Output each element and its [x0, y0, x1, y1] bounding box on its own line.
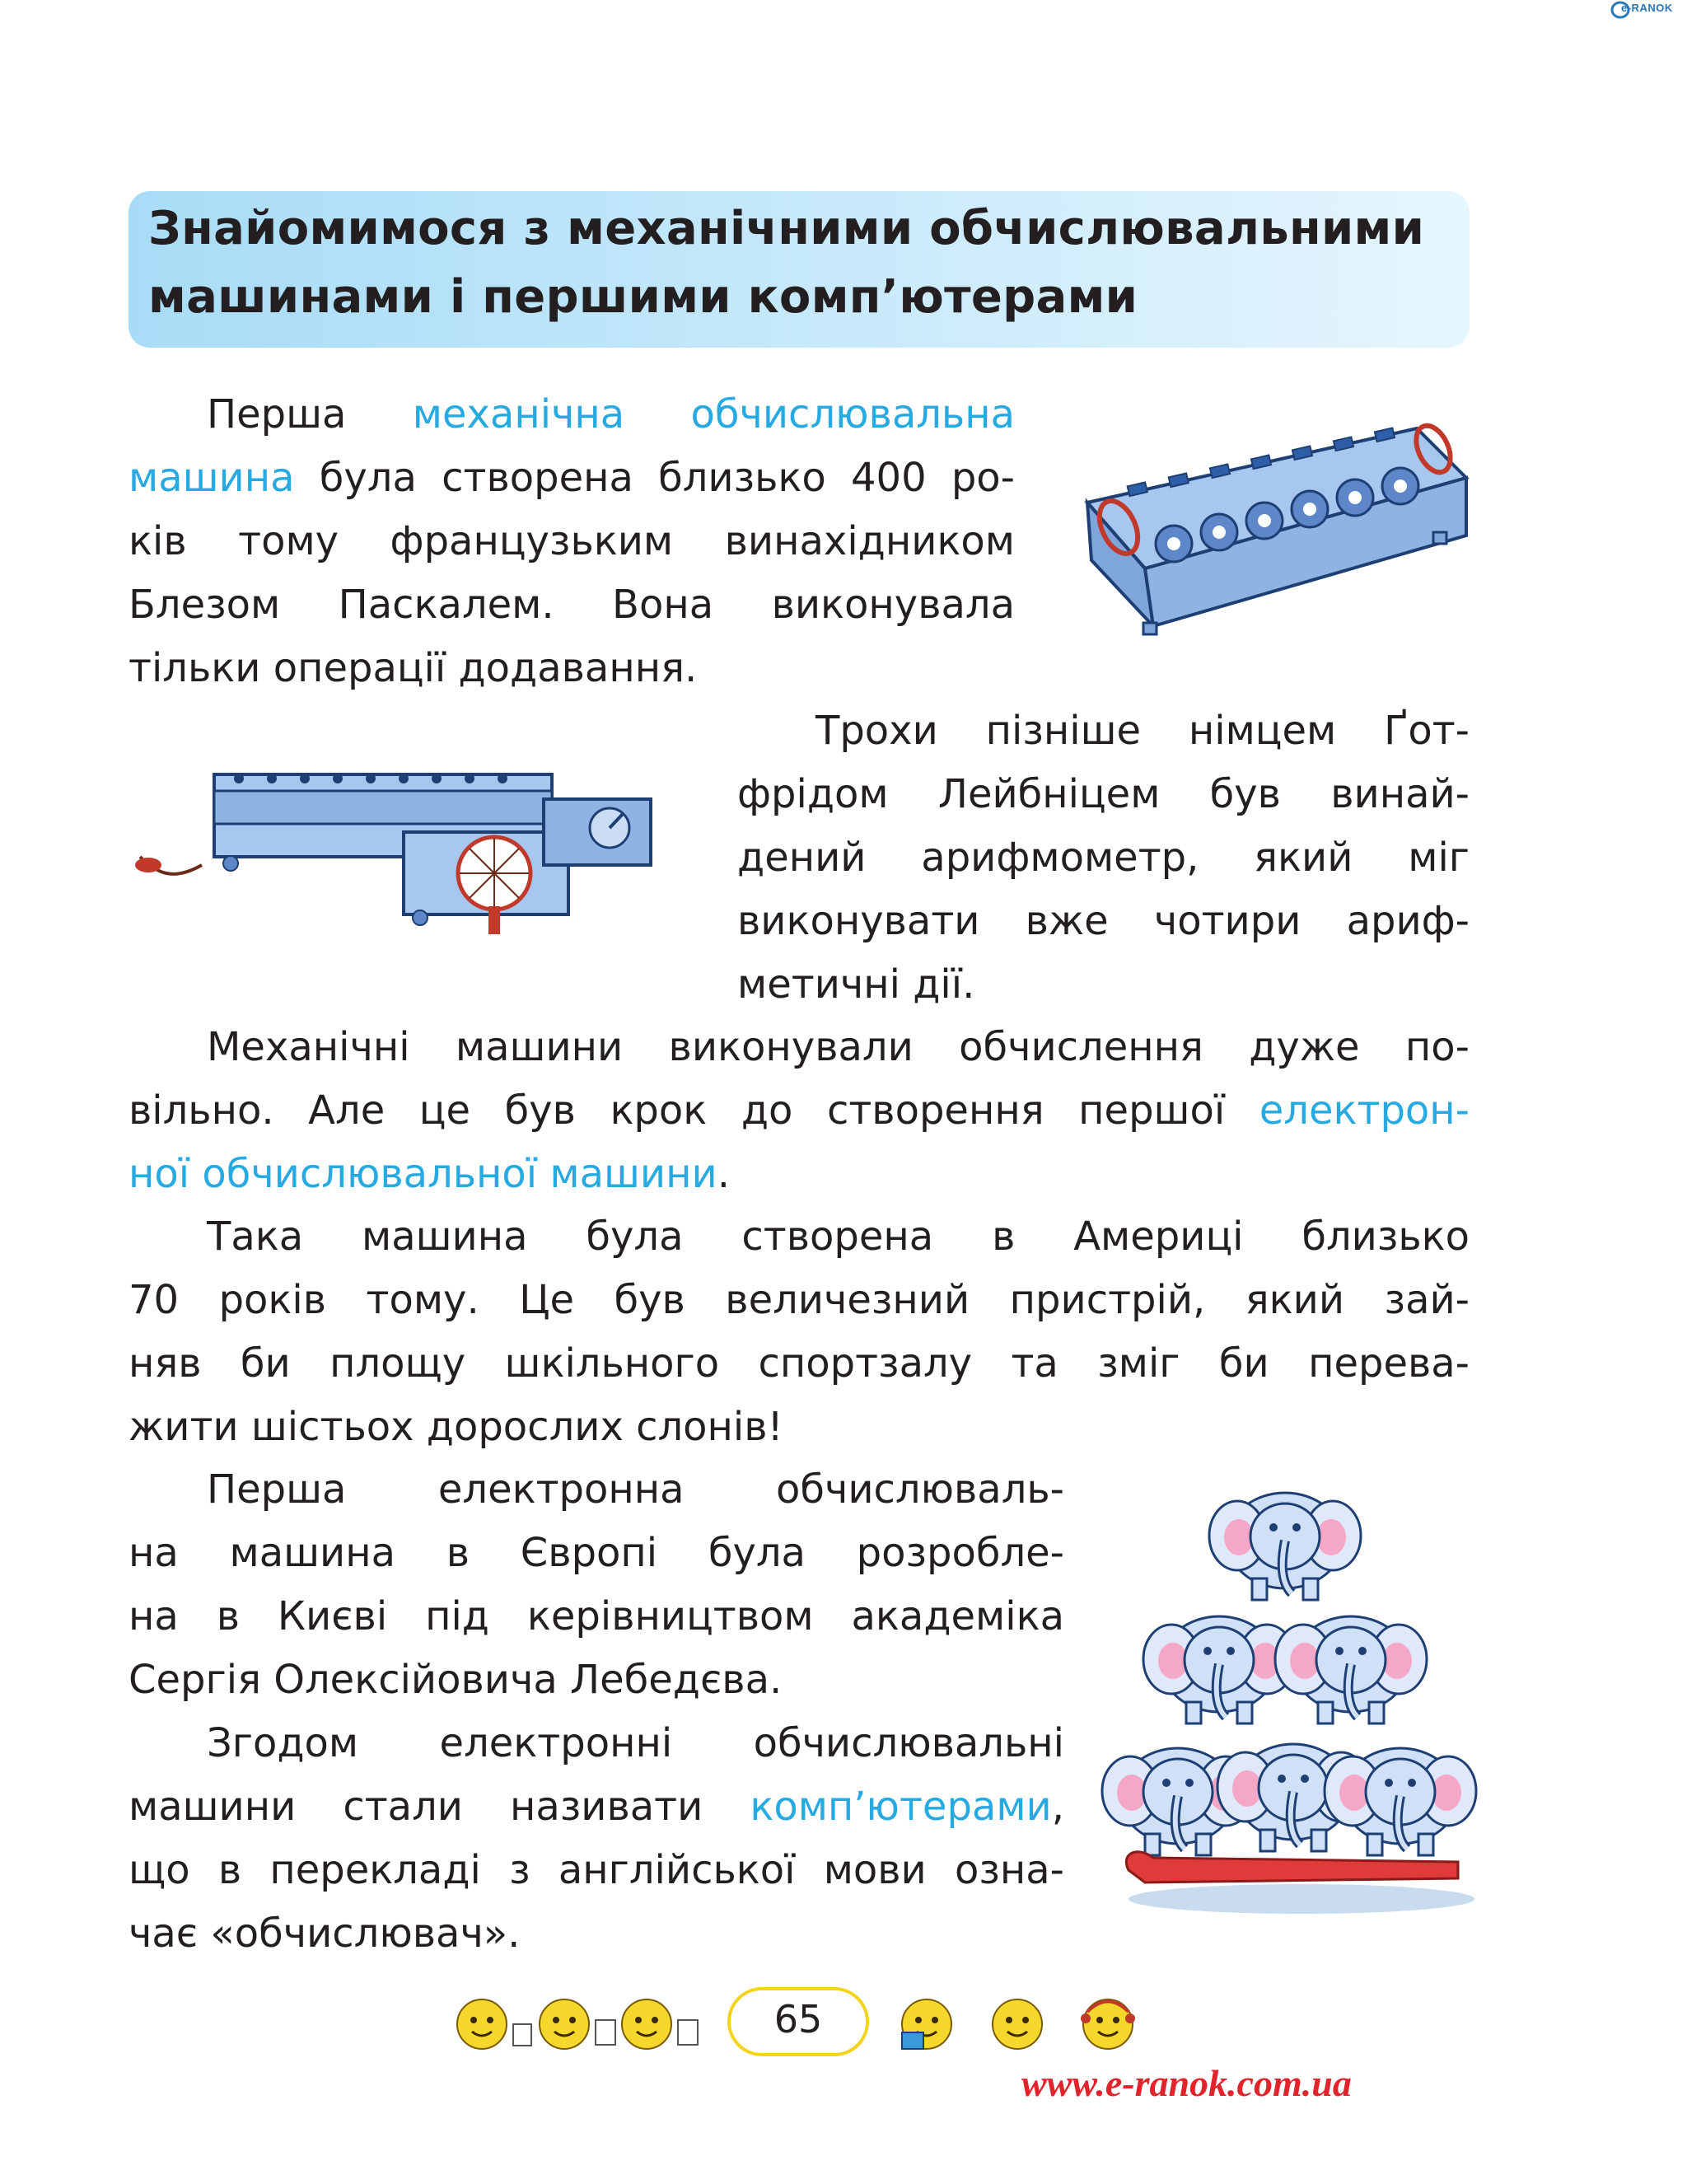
text-line: на в Києві під керівництвом академіка — [129, 1593, 1064, 1639]
text-line: Перша механічна обчислювальна — [207, 391, 1015, 437]
term-highlight: комп’ютерами — [750, 1784, 1052, 1830]
leibniz-arithmometer-illustration — [124, 741, 700, 939]
paragraph-leibniz — [737, 699, 1470, 1017]
text-line: няв би площу шкільного спортзалу та зміг би перева- — [129, 1340, 1470, 1387]
paragraph-pascal — [129, 383, 1015, 700]
text-line: Така машина була створена в Америці близько — [207, 1214, 1470, 1260]
website-link[interactable]: www.e-ranok.com.ua — [1021, 2062, 1352, 2104]
paragraph-mechanical — [129, 1016, 1470, 1206]
paragraph-computers — [129, 1712, 1064, 1966]
term-highlight: механічна обчислювальна — [412, 391, 1015, 437]
text-line: вільно. Але це був крок до створення першої електрон- — [129, 1087, 1470, 1134]
text-line: тільки операції додавання. — [129, 645, 698, 691]
text-line: Згодом електронні обчислювальні — [207, 1720, 1064, 1766]
text-line: що в перекладі з англійської мови озна- — [129, 1847, 1064, 1893]
text-line: дений арифмометр, який міг — [737, 835, 1470, 881]
paragraph-america — [129, 1205, 1470, 1459]
text-line: фрідом Лейбніцем був винай- — [737, 771, 1470, 817]
text-line: Механічні машини виконували обчислення дуже по- — [207, 1024, 1470, 1070]
text-line: ків тому французьким винахідником — [129, 518, 1015, 564]
text-line: чає «обчислювач». — [129, 1910, 521, 1957]
text-line: 70 років тому. Це був величезний пристрій, який зай- — [129, 1277, 1470, 1323]
text-line: Блезом Паскалем. Вона виконувала — [129, 582, 1015, 628]
text-line: виконувати вже чотири ариф- — [737, 898, 1470, 944]
page-number: 65 — [773, 1997, 823, 2041]
term-highlight: ної обчислювальної машини — [129, 1151, 717, 1197]
term-highlight: електрон- — [1259, 1087, 1470, 1134]
section-title-line-1: Знайомимося з механічними обчислювальними — [148, 202, 1425, 255]
emoji-mascots-right-decoration — [886, 1987, 1157, 2061]
term-highlight: машина — [129, 455, 295, 501]
text-line: метичні дії. — [737, 961, 975, 1008]
text-line: жити шістьох дорослих слонів! — [129, 1404, 783, 1450]
section-title-line-2: машинами і першими комп’ютерами — [148, 270, 1138, 324]
text-line: Перша електронна обчислюваль- — [207, 1466, 1064, 1513]
publisher-logo-text: e-RANOK — [1621, 2, 1673, 14]
paragraph-kyiv — [129, 1458, 1064, 1712]
text-line: ної обчислювальної машини. — [129, 1151, 730, 1197]
text-line: Трохи пізніше німцем Ґот- — [815, 708, 1470, 754]
pascal-calculator-illustration — [1071, 412, 1474, 659]
text-line: Сергія Олексійовича Лебедєва. — [129, 1657, 783, 1703]
text-line: на машина в Європі була розробле- — [129, 1530, 1064, 1576]
stacked-elephants-illustration — [1112, 1475, 1474, 1920]
text-line: машина була створена близько 400 ро- — [129, 455, 1015, 501]
text-line: машини стали називати комп’ютерами, — [129, 1784, 1064, 1830]
emoji-mascots-left-decoration — [449, 1987, 721, 2061]
